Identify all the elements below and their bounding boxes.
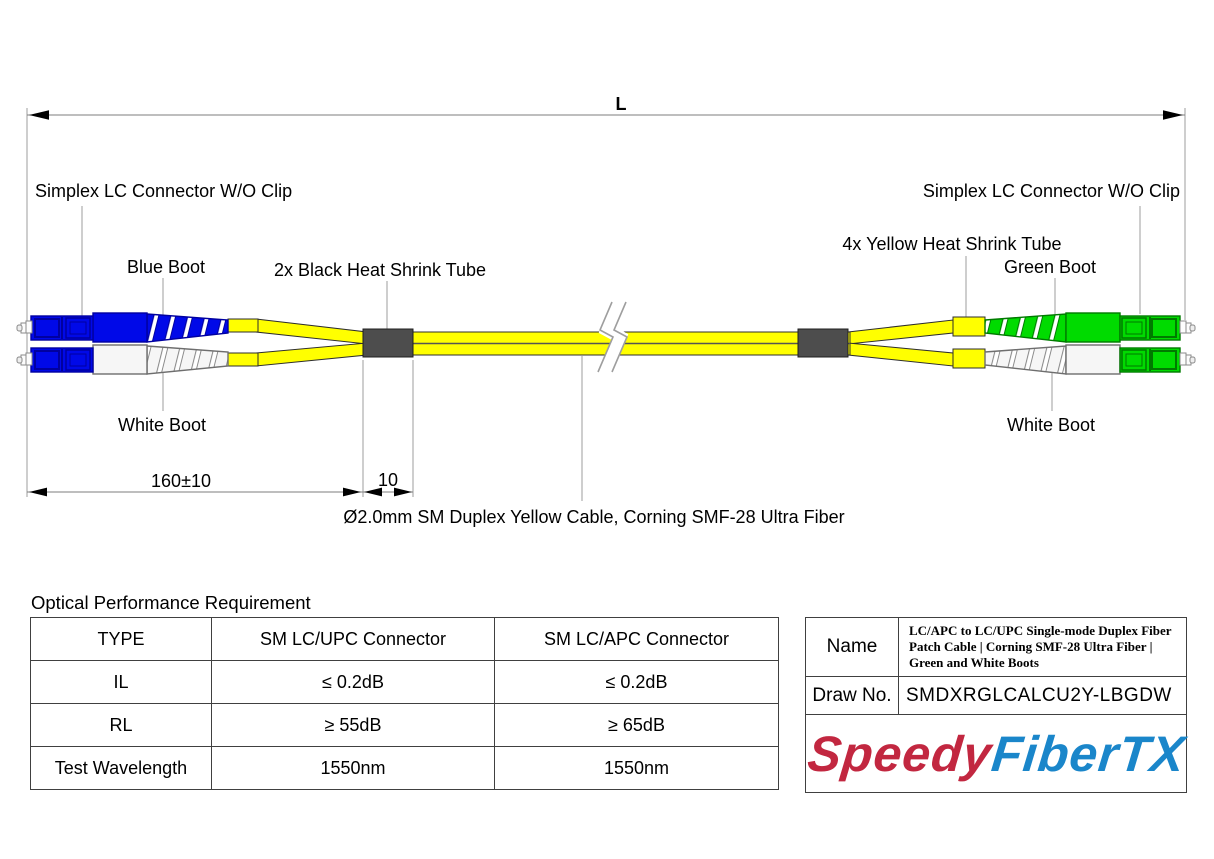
ferrule: [26, 353, 32, 365]
black-heat-shrink-tube-right: [798, 329, 848, 357]
white-boot: [147, 346, 228, 374]
ferrule: [1180, 321, 1186, 333]
cell-rl-label: RL: [31, 704, 212, 747]
label-black-heat-shrink-tube: 2x Black Heat Shrink Tube: [273, 260, 487, 280]
cell-il-label: IL: [31, 661, 212, 704]
header-type: TYPE: [31, 618, 212, 661]
white-boot: [985, 346, 1066, 374]
connector-left-top-lc-upc-blue-boot: [17, 313, 258, 342]
label-simplex-lc-left: Simplex LC Connector W/O Clip: [35, 181, 293, 201]
name-label: Name: [806, 618, 899, 676]
ferrule: [26, 321, 32, 333]
cable-branch-top-right: [848, 320, 953, 344]
cable-spec-caption: Ø2.0mm SM Duplex Yellow Cable, Corning SMF-28 Ultra Fiber: [343, 507, 845, 527]
title-block-drawno-row: [806, 677, 1186, 715]
ferrule: [1180, 353, 1186, 365]
header-sm-lc-upc: SM LC/UPC Connector: [212, 618, 495, 661]
cable-stub: [228, 353, 258, 366]
logo-fibertx: FiberTX: [988, 725, 1188, 782]
table-row-rl: [31, 704, 779, 747]
black-heat-shrink-tube-left: [363, 329, 413, 357]
dimension-overall-length: [27, 94, 1185, 120]
label-white-boot-right: White Boot: [1006, 415, 1096, 435]
performance-table-title: Optical Performance Requirement: [31, 592, 311, 613]
connector-rear-housing: [1066, 345, 1120, 374]
cell-rl-upc: ≥ 55dB: [212, 704, 495, 747]
blue-boot: [147, 314, 228, 342]
table-row-il: [31, 661, 779, 704]
dim-label-boot-length: 160±10: [151, 471, 211, 491]
yellow-heat-shrink-tube: [953, 317, 985, 336]
label-simplex-lc-right: Simplex LC Connector W/O Clip: [922, 181, 1180, 201]
dimension-tube-length: [363, 470, 413, 496]
connector-rear-housing: [1066, 313, 1120, 342]
yellow-heat-shrink-tube: [953, 349, 985, 368]
cable-branch-top-left: [256, 319, 367, 344]
dimension-boot-length: [27, 471, 363, 496]
connector-rear-housing: [93, 313, 147, 342]
label-green-boot: Green Boot: [1003, 257, 1097, 277]
logo-speedy: Speedy: [804, 725, 995, 782]
speedyfibertx-logo: [804, 725, 1187, 783]
connector-right-bottom-lc-apc-white-boot: [953, 345, 1195, 374]
cable-branch-bottom-left: [256, 343, 367, 366]
label-white-boot-left: White Boot: [117, 415, 207, 435]
label-blue-boot: Blue Boot: [126, 257, 206, 277]
connector-left-bottom-lc-upc-white-boot: [17, 345, 258, 374]
cable-stub: [228, 319, 258, 332]
dim-label-tube-length: 10: [377, 470, 399, 490]
title-block: [805, 617, 1187, 793]
cable-branch-bottom-right: [848, 343, 953, 366]
cell-wavelength-label: Test Wavelength: [31, 747, 212, 790]
cell-wavelength-apc: 1550nm: [495, 747, 779, 790]
extension-lines: [27, 108, 1185, 497]
cell-rl-apc: ≥ 65dB: [495, 704, 779, 747]
dim-label-length: L: [615, 94, 627, 114]
connector-rear-housing: [93, 345, 147, 374]
name-value: LC/APC to LC/UPC Single-mode Duplex Fiber Patch Cable | Corning SMF-28 Ultra Fiber | Green and White Boots: [909, 623, 1172, 670]
title-block-logo-row: [806, 715, 1186, 792]
cell-wavelength-upc: 1550nm: [212, 747, 495, 790]
green-boot: [985, 314, 1066, 342]
table-row-test-wavelength: [31, 747, 779, 790]
optical-performance-table: [30, 617, 779, 790]
draw-no-value: SMDXRGLCALCU2Y-LBGDW: [906, 684, 1172, 706]
header-sm-lc-apc: SM LC/APC Connector: [495, 618, 779, 661]
cell-il-upc: ≤ 0.2dB: [212, 661, 495, 704]
connector-right-top-lc-apc-green-boot: [953, 313, 1195, 342]
cell-il-apc: ≤ 0.2dB: [495, 661, 779, 704]
table-header-row: [31, 618, 779, 661]
title-block-name-row: [806, 618, 1186, 677]
label-yellow-heat-shrink-tube: 4x Yellow Heat Shrink Tube: [842, 234, 1062, 254]
draw-no-label: Draw No.: [806, 677, 899, 714]
